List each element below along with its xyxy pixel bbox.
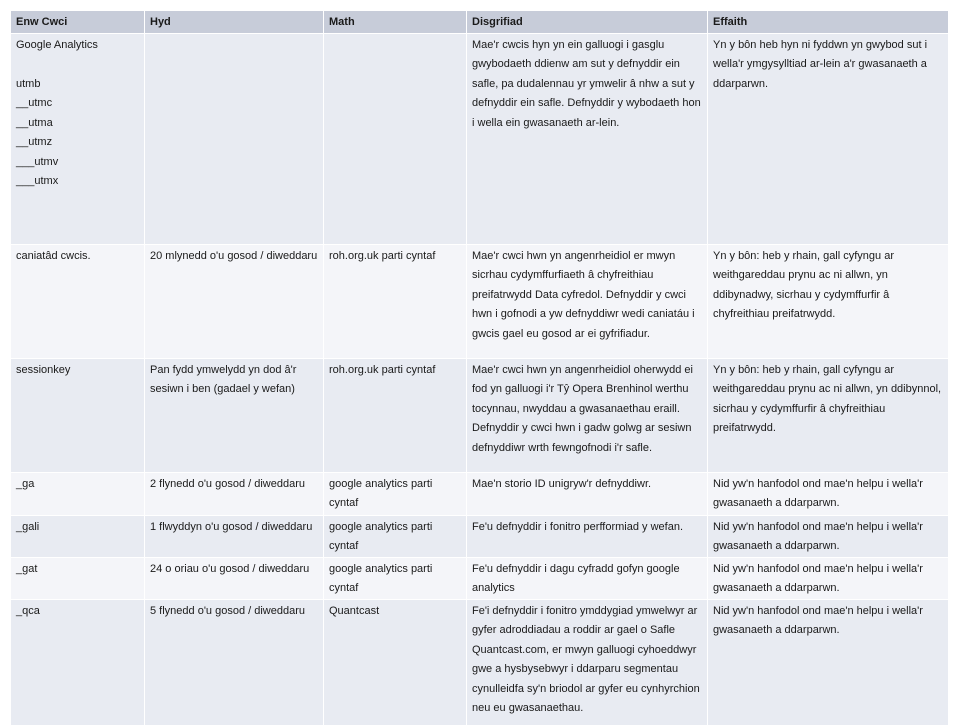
cell-cookie-name: _gat xyxy=(11,557,145,599)
cookie-subname: __utmc xyxy=(16,97,53,109)
cell-type: google analytics parti cyntaf xyxy=(324,515,467,557)
cell-cookie-name xyxy=(11,33,145,244)
cell-description: Fe'u defnyddir i fonitro perfformiad y wefan. xyxy=(467,515,708,557)
cell-description: Mae'n storio ID unigryw'r defnyddiwr. xyxy=(467,472,708,515)
cell-duration: 5 flynedd o'u gosod / diweddaru xyxy=(145,599,324,725)
cookie-subname: __utma xyxy=(16,116,53,129)
cell-type xyxy=(324,33,467,244)
cell-cookie-name: _ga xyxy=(11,472,145,515)
cell-duration: 1 flwyddyn o'u gosod / diweddaru xyxy=(145,515,324,557)
cookie-name: Google Analytics xyxy=(16,38,98,51)
cell-duration: 20 mlynedd o'u gosod / diweddaru xyxy=(145,244,324,358)
cell-description: Mae'r cwci hwn yn angenrheidiol er mwyn sicrhau cydymffurfiaeth â chyfreithiau preifatrwydd Data cyfredol. Defnyddir y cwci hwn i gofnodi a yw defnyddiwr wedi caniatáu i gwcis gael eu gosod ar ei gyfrifiadur. xyxy=(467,244,708,358)
cookie-table-container xyxy=(10,10,948,726)
cell-effect: Nid yw'n hanfodol ond mae'n helpu i wella'r gwasanaeth a ddarparwn. xyxy=(708,472,949,515)
table-row xyxy=(11,358,949,472)
table-row xyxy=(11,557,949,599)
cell-type: google analytics parti cyntaf xyxy=(324,557,467,599)
cell-cookie-name: sessionkey xyxy=(11,358,145,472)
cell-type: google analytics parti cyntaf xyxy=(324,472,467,515)
cell-effect: Nid yw'n hanfodol ond mae'n helpu i wella'r gwasanaeth a ddarparwn. xyxy=(708,557,949,599)
table-row xyxy=(11,33,949,244)
cell-cookie-name: caniatâd cwcis. xyxy=(11,244,145,358)
header-effect: Effaith xyxy=(708,11,949,34)
cookie-subname: utmb xyxy=(16,77,41,90)
cell-description: Mae'r cwci hwn yn angenrheidiol oherwydd ei fod yn galluogi i'r Tŷ Opera Brenhinol werthu tocynnau, nwyddau a gwasanaethau eraill. Defnyddir y cwci hwn i gadw golwg ar sesiwn defnyddiwr wrth fewngofnodi i'r safle. xyxy=(467,358,708,472)
cell-effect: Yn y bôn: heb y rhain, gall cyfyngu ar weithgareddau prynu ac ni allwn, yn ddibynnol, sicrhau y cydymffurfir â chyfreithiau preifatrwydd. xyxy=(708,358,949,472)
table-row xyxy=(11,515,949,557)
cell-type: roh.org.uk parti cyntaf xyxy=(324,244,467,358)
cell-effect: Yn y bôn heb hyn ni fyddwn yn gwybod sut i wella'r ymgysylltiad ar-lein a'r gwasanaeth a ddarparwn. xyxy=(708,33,949,244)
cell-duration: Pan fydd ymwelydd yn dod â'r sesiwn i ben (gadael y wefan) xyxy=(145,358,324,472)
cell-duration: 2 flynedd o'u gosod / diweddaru xyxy=(145,472,324,515)
cell-cookie-name: _gali xyxy=(11,515,145,557)
cell-duration: 24 o oriau o'u gosod / diweddaru xyxy=(145,557,324,599)
header-row xyxy=(11,11,949,34)
cell-cookie-name: _qca xyxy=(11,599,145,725)
cookie-subname: ___utmv xyxy=(16,155,59,168)
cell-type: roh.org.uk parti cyntaf xyxy=(324,358,467,472)
cell-description: Mae'r cwcis hyn yn ein galluogi i gasglu gwybodaeth ddienw am sut y defnyddir ein safle, pa dudalennau yr ymwelir â nhw a sut y defnyddir ein safle. Defnyddir y wybodaeth hon i wella ein gwasanaeth ar-lein. xyxy=(467,33,708,244)
header-description: Disgrifiad xyxy=(467,11,708,34)
cookie-subname: __utmz xyxy=(16,136,53,148)
cell-type: Quantcast xyxy=(324,599,467,725)
cookie-subname: ___utmx xyxy=(16,175,59,187)
cell-description: Fe'u defnyddir i dagu cyfradd gofyn google analytics xyxy=(467,557,708,599)
table-row xyxy=(11,472,949,515)
cookie-table xyxy=(10,10,949,726)
cell-effect: Nid yw'n hanfodol ond mae'n helpu i wella'r gwasanaeth a ddarparwn. xyxy=(708,599,949,725)
header-duration: Hyd xyxy=(145,11,324,34)
cell-description: Fe'i defnyddir i fonitro ymddygiad ymwelwyr ar gyfer adroddiadau a roddir ar gael o Safle Quantcast.com, er mwyn galluogi cyhoeddwyr gwe a hysbysebwyr i ddarparu segmentau cynulleidfa sy'n briodol ar gyfer eu cynhyrchion neu eu gwasanaethau. xyxy=(467,599,708,725)
table-row xyxy=(11,599,949,725)
header-cookie-name: Enw Cwci xyxy=(11,11,145,34)
cell-effect: Nid yw'n hanfodol ond mae'n helpu i wella'r gwasanaeth a ddarparwn. xyxy=(708,515,949,557)
header-type: Math xyxy=(324,11,467,34)
cell-effect: Yn y bôn: heb y rhain, gall cyfyngu ar weithgareddau prynu ac ni allwn, yn ddibynadwy, sicrhau y cydymffurfir â chyfreithiau preifatrwydd. xyxy=(708,244,949,358)
cell-duration xyxy=(145,33,324,244)
table-row xyxy=(11,244,949,358)
